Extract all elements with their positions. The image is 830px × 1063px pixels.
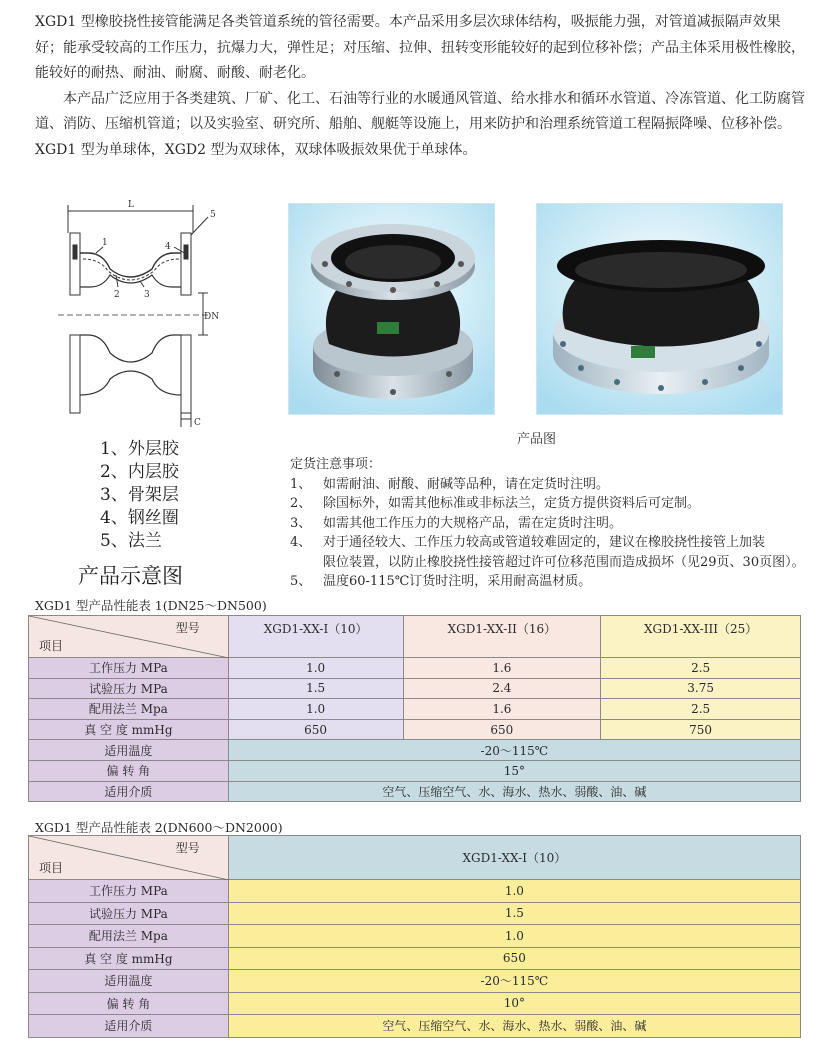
legend-item-outer-rubber: 1、外层胶	[100, 439, 179, 459]
legend-item-flange: 5、法兰	[100, 531, 162, 551]
product-photo-2	[536, 203, 783, 415]
intro-paragraph-1: XGD1 型橡胶挠性接管能满足各类管道系统的管径需要。本产品采用多层次球体结构，吸振能力强，对管道减振隔声效果好；能承受较高的工作压力，抗爆力大，弹性足；对压缩、拉伸、扭转变形能较好的起到位移补偿；产品主体采用极性橡胶，能较好的耐热、耐油、耐腐、耐酸、耐老化。	[35, 14, 805, 81]
column-header: XGD1-XX-III（25）	[601, 616, 801, 658]
note-item: 4、 对于通径较大、工作压力较高或管道较难固定的，建议在橡胶挠性接管上加装	[290, 535, 766, 550]
note-item: 1、 如需耐油、耐酸、耐碱等品种，请在定货时注明。	[290, 476, 610, 492]
label-L: L	[128, 200, 134, 210]
column-header: XGD1-XX-I（10）	[228, 836, 800, 880]
table-row: 适用温度 -20～115℃	[29, 740, 801, 761]
table-corner-cell: 型号 项目	[29, 616, 229, 658]
table-row: 偏 转 角 10°	[29, 992, 801, 1015]
table-header-row	[29, 836, 801, 880]
note-item-continuation: 限位装置，以防止橡胶挠性接管超过许可位移范围而造成损坏（见29页、30页图）。	[323, 554, 805, 570]
table-row: 工作压力 MPa 1.0 1.6 2.5	[29, 658, 801, 679]
table-row: 真 空 度 mmHg 650	[29, 947, 801, 970]
label-C: C	[194, 418, 201, 428]
table-row: 真 空 度 mmHg 650 650 750	[29, 719, 801, 740]
table2-title: XGD1 型产品性能表 2(DN600～DN2000)	[35, 820, 283, 835]
diagram-title: 产品示意图	[78, 564, 183, 588]
legend-item-frame-layer: 3、骨架层	[100, 485, 179, 505]
label-3: 3	[144, 290, 150, 300]
table-row: 适用介质 空气、压缩空气、水、海水、热水、弱酸、油、碱	[29, 1015, 801, 1038]
table-row: 工作压力 MPa 1.0	[29, 880, 801, 903]
column-header: XGD1-XX-II（16）	[403, 616, 601, 658]
photo-caption: 产品图	[517, 432, 557, 447]
label-5: 5	[210, 210, 216, 220]
ordering-notes	[290, 455, 810, 592]
product-photo-1	[288, 203, 495, 415]
note-item: 5、 温度60-115℃订货时注明，采用耐高温材质。	[290, 574, 592, 589]
label-DN: DN	[204, 312, 220, 322]
intro-text	[35, 10, 805, 163]
notes-title: 定货注意事项：	[290, 457, 382, 472]
table-row: 配用法兰 Mpa 1.0	[29, 925, 801, 948]
intro-paragraph-2: 本产品广泛应用于各类建筑、厂矿、化工、石油等行业的水暖通风管道、给水排水和循环水管道、冷冻管道、化工防腐管道、消防、压缩机管道；以及实验室、研究所、船舶、舰艇等设施上，用来防护和治理系统管道工程隔振降噪、位移补偿。	[35, 90, 805, 132]
label-4: 4	[165, 242, 171, 252]
column-header: XGD1-XX-I（10）	[228, 616, 403, 658]
note-item: 2、 除国标外，如需其他标准或非标法兰，定货方提供资料后可定制。	[290, 496, 701, 511]
performance-table-1	[28, 615, 801, 802]
legend-item-inner-rubber: 2、内层胶	[100, 462, 179, 482]
joint-schematic-diagram	[48, 195, 258, 435]
legend-item-steel-ring: 4、钢丝圈	[100, 508, 179, 528]
table-row: 偏 转 角 15°	[29, 760, 801, 781]
table-row: 试验压力 MPa 1.5	[29, 902, 801, 925]
label-1: 1	[102, 238, 108, 248]
table-row: 适用温度 -20～115℃	[29, 970, 801, 993]
table1-title: XGD1 型产品性能表 1(DN25～DN500)	[35, 598, 267, 613]
table-row: 试验压力 MPa 1.5 2.4 3.75	[29, 678, 801, 699]
table-row: 配用法兰 Mpa 1.0 1.6 2.5	[29, 699, 801, 720]
performance-table-2	[28, 835, 801, 1038]
table-corner-cell: 型号 项目	[29, 836, 229, 880]
table-header-row	[29, 616, 801, 658]
diagram-legend	[100, 438, 179, 553]
note-item: 3、 如需其他工作压力的大规格产品，需在定货时注明。	[290, 515, 623, 531]
label-2: 2	[114, 290, 120, 300]
intro-paragraph-3: XGD1 型为单球体，XGD2 型为双球体，双球体吸振效果优于单球体。	[35, 141, 477, 158]
table-row: 适用介质 空气、压缩空气、水、海水、热水、弱酸、油、碱	[29, 781, 801, 802]
